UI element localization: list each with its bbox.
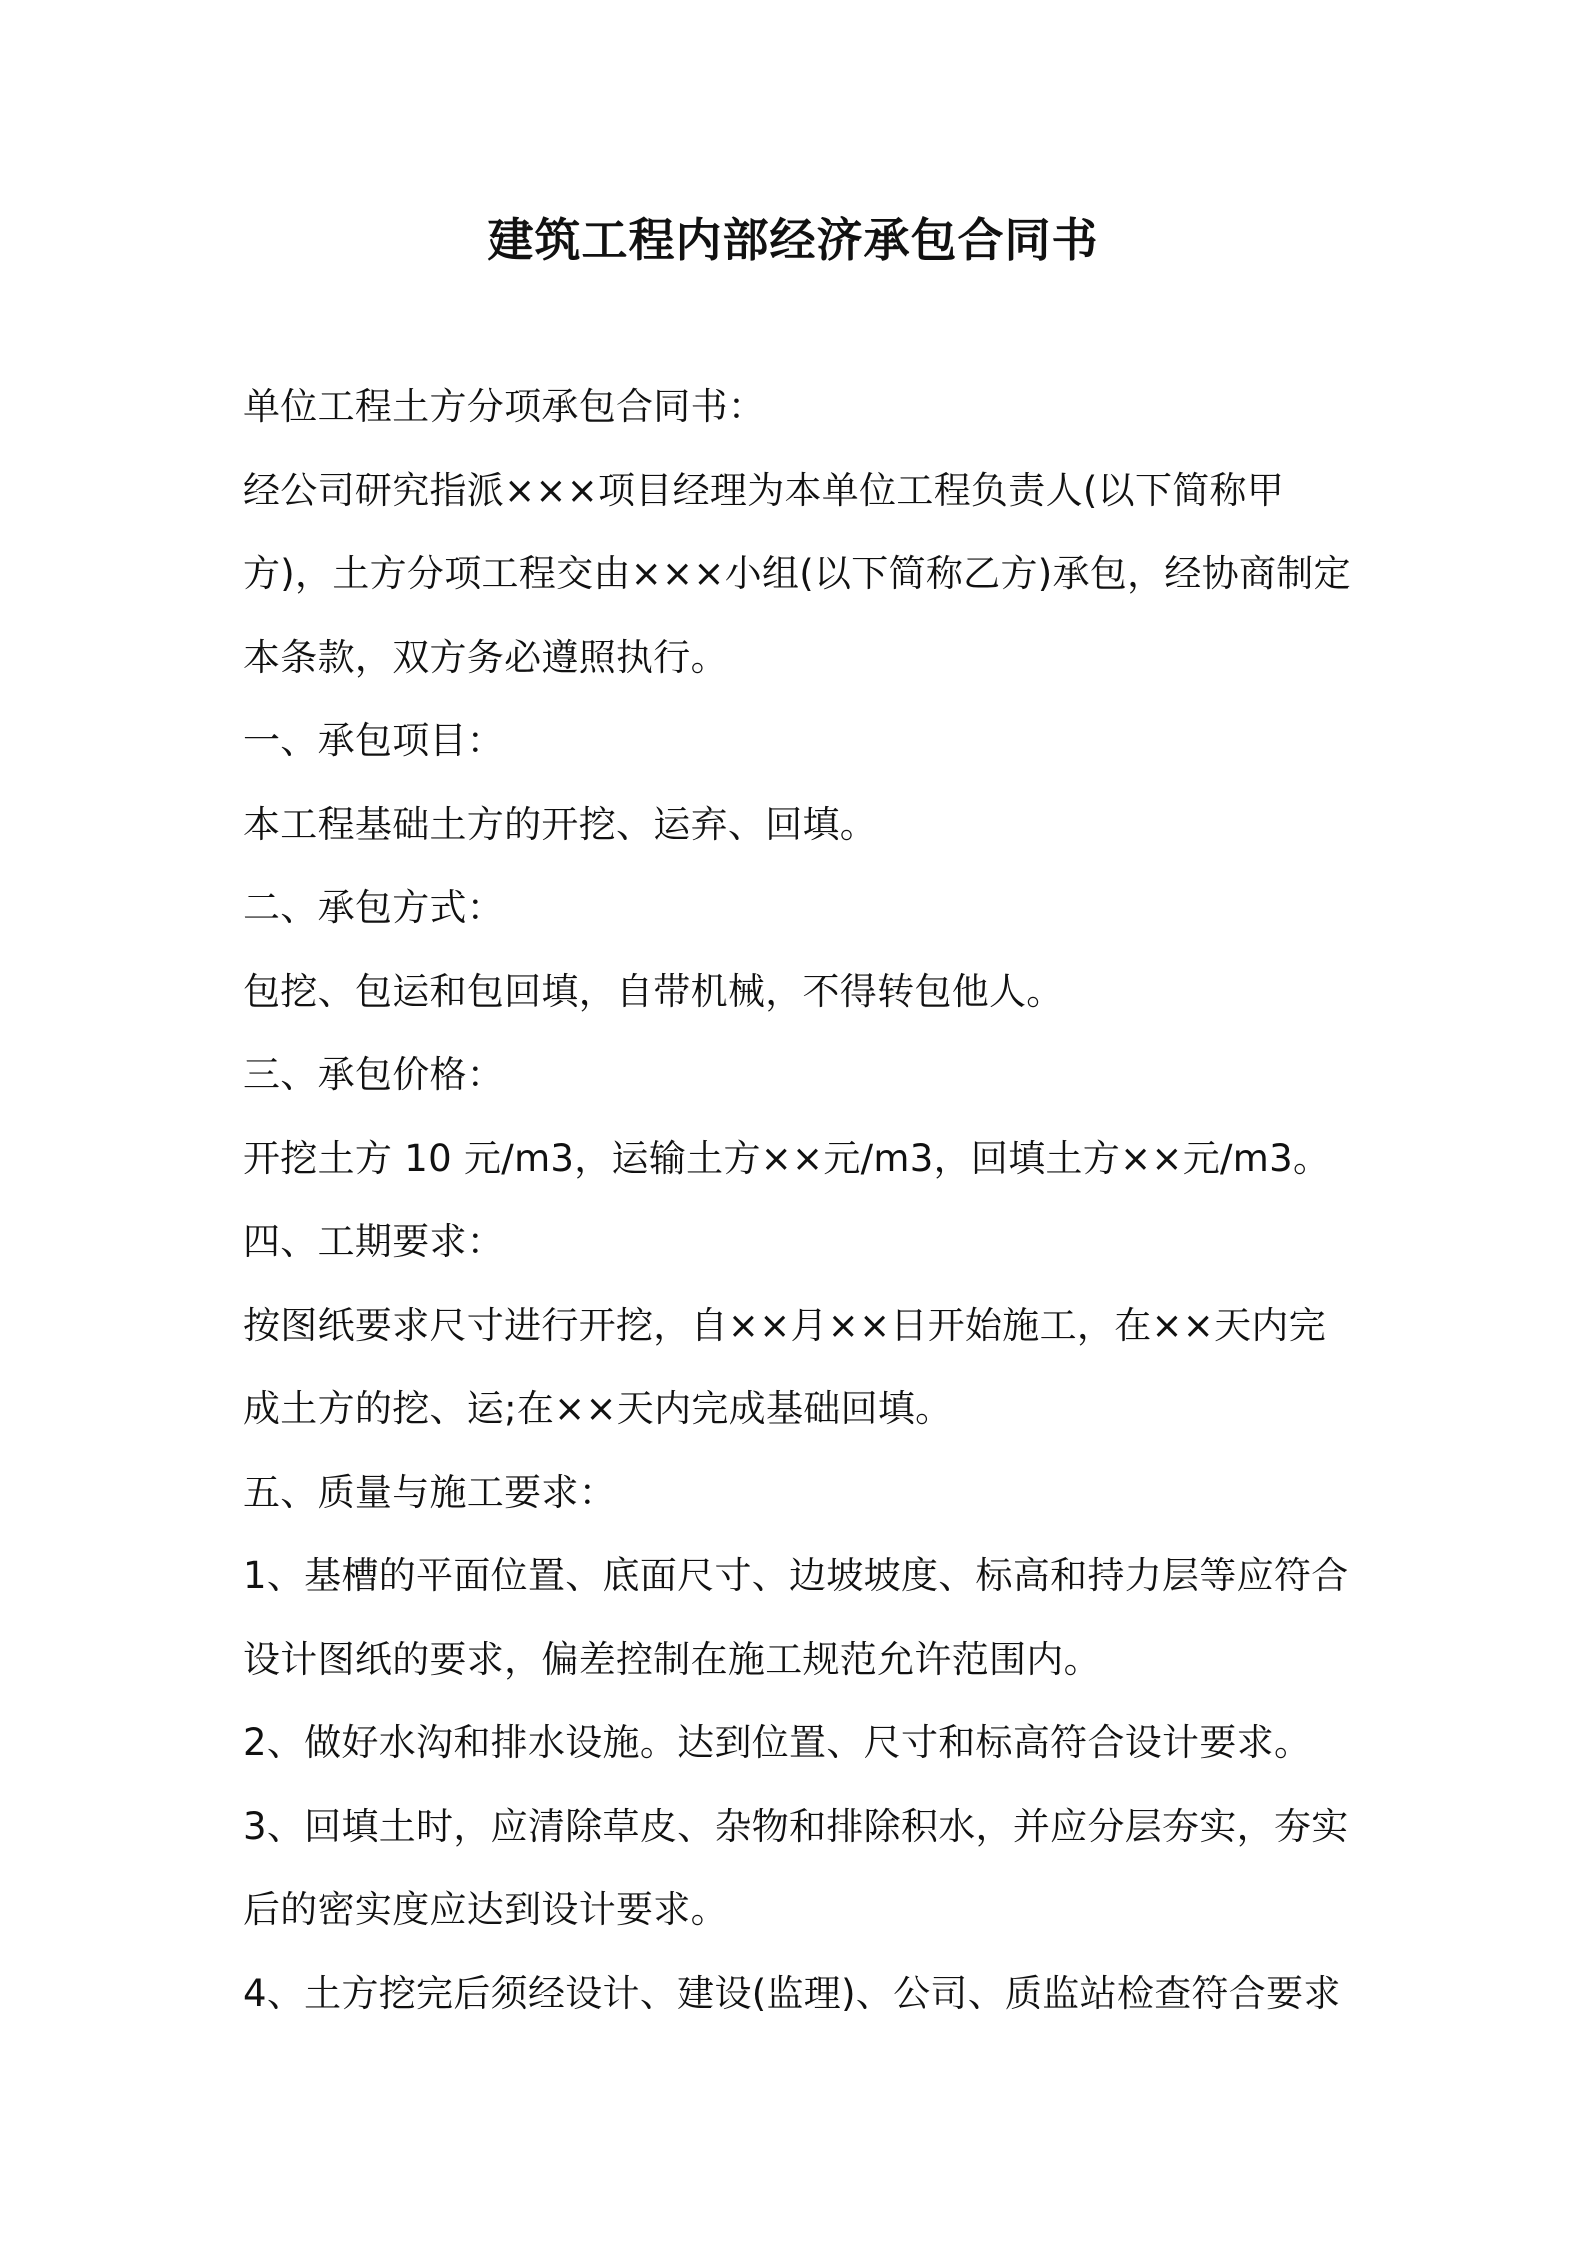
paragraph-line: 包挖、包运和包回填，自带机械，不得转包他人。 xyxy=(243,969,1064,1013)
section-heading: 四、工期要求： xyxy=(243,1220,505,1263)
paragraph-line: 经公司研究指派×××项目经理为本单位工程负责人(以下简称甲 xyxy=(243,468,1285,512)
paragraph-line: 本条款，双方务必遵照执行。 xyxy=(243,635,728,679)
list-item-line: 设计图纸的要求，偏差控制在施工规范允许范围内。 xyxy=(243,1637,1101,1681)
list-item-line: 后的密实度应达到设计要求。 xyxy=(243,1888,728,1931)
paragraph-line: 本工程基础土方的开挖、运弃、回填。 xyxy=(243,802,878,846)
section-heading: 单位工程土方分项承包合同书： xyxy=(243,385,766,428)
section-heading: 二、承包方式： xyxy=(243,886,505,929)
paragraph-line: 成土方的挖、运;在××天内完成基础回填。 xyxy=(243,1387,953,1430)
list-item-line: 2、做好水沟和排水设施。达到位置、尺寸和标高符合设计要求。 xyxy=(243,1721,1312,1764)
paragraph-line: 开挖土方 10 元/m3，运输土方××元/m3，回填土方××元/m3。 xyxy=(243,1136,1331,1180)
section-heading: 五、质量与施工要求： xyxy=(243,1470,616,1514)
list-item-line: 1、基槽的平面位置、底面尺寸、边坡坡度、标高和持力层等应符合 xyxy=(243,1554,1349,1597)
list-item-line: 4、土方挖完后须经设计、建设(监理)、公司、质监站检查符合要求 xyxy=(243,1971,1341,2015)
document-title: 建筑工程内部经济承包合同书 xyxy=(487,213,1099,267)
section-heading: 三、承包价格： xyxy=(243,1053,505,1096)
list-item-line: 3、回填土时，应清除草皮、杂物和排除积水，并应分层夯实，夯实 xyxy=(243,1804,1349,1848)
document-body xyxy=(243,365,1363,2035)
paragraph-line: 按图纸要求尺寸进行开挖，自××月××日开始施工，在××天内完 xyxy=(243,1303,1327,1347)
section-heading: 一、承包项目： xyxy=(243,719,505,762)
paragraph-line: 方)，土方分项工程交由×××小组(以下简称乙方)承包，经协商制定 xyxy=(243,552,1351,595)
